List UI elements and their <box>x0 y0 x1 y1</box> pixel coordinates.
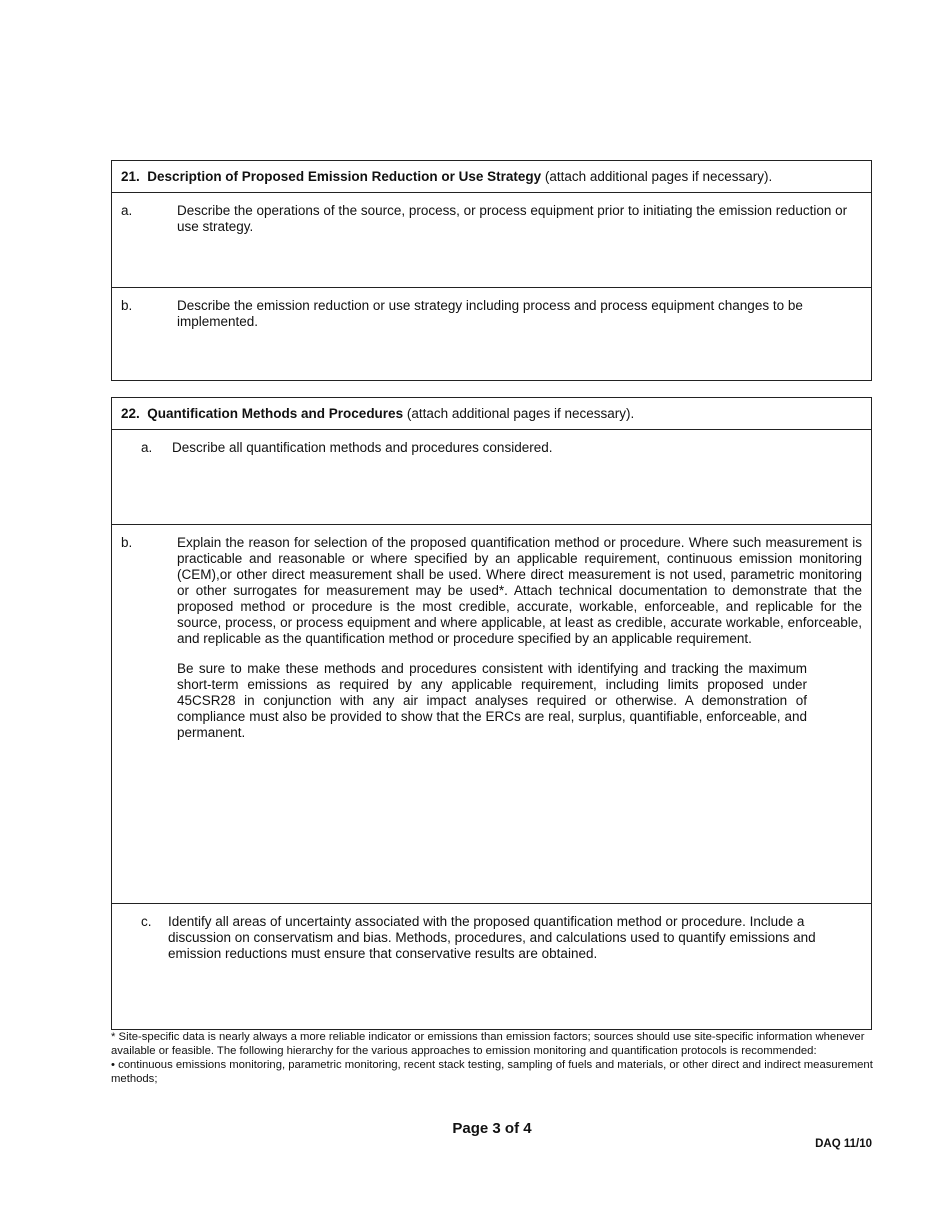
section-21-item-a[interactable] <box>112 193 871 287</box>
section-22-note: (attach additional pages if necessary). <box>406 406 635 421</box>
item-label: a. <box>121 203 133 218</box>
page-number: Page 3 of 4 <box>452 1120 532 1137</box>
form-code: DAQ 11/10 <box>815 1138 872 1150</box>
footnote-site-specific: * Site-specific data is nearly always a more reliable indicator or emissions than emission factors; sources should use site-specific information whenever available or feasible. The following hierarchy for the various approaches to emission monitoring and quantification protocols is recommended: <box>111 1031 865 1057</box>
item-instruction: Describe the operations of the source, process, or process equipment prior to initiating the emission reduction or use strategy. <box>177 203 848 234</box>
item-instruction: Describe all quantification methods and procedures considered. <box>172 440 553 455</box>
section-22-number: 22. <box>121 406 140 421</box>
section-21-number: 21. <box>121 169 140 184</box>
section-21-box <box>111 160 872 381</box>
footnotes <box>111 1030 873 1086</box>
section-22-box <box>111 397 872 1030</box>
section-21-item-b[interactable] <box>112 287 871 381</box>
item-instruction: Describe the emission reduction or use strategy including process and process equipment changes to be implemented. <box>177 298 803 329</box>
item-label: c. <box>141 914 152 929</box>
section-22-item-b[interactable] <box>112 524 871 903</box>
item-label: b. <box>121 298 133 313</box>
section-21-note: (attach additional pages if necessary). <box>544 169 773 184</box>
section-22-header <box>112 398 871 430</box>
section-21-header <box>112 161 871 193</box>
section-22-item-c[interactable] <box>112 903 871 1029</box>
section-22-item-a[interactable] <box>112 430 871 524</box>
item-instruction-paragraph-1: Explain the reason for selection of the proposed quantification method or procedure. Where such measurement is practicable and reasonable or where specified by an applicable requirement, continuous emission monitoring (CEM),or other direct measurement shall be used. Where direct measurement is not used, parametric monitoring or other surrogates for measurement may be used*. Attach technical documentation to demonstrate that the proposed method or procedure is the most credible, accurate, workable, enforceable, and replicable for the source, process, or process equipment and where applicable, at least as credible, accurate workable, enforceable, and replicable as the quantification method or procedure specified by an applicable requirement. <box>177 535 862 646</box>
item-instruction-paragraph-2: Be sure to make these methods and procedures consistent with identifying and tracking the maximum short-term emissions as required by any applicable requirement, including limits proposed under 45CSR28 in conjunction with any air impact analyses required or otherwise. A demonstration of compliance must also be provided to show that the ERCs are real, surplus, quantifiable, enforceable, and permanent. <box>177 661 807 740</box>
item-instruction: Identify all areas of uncertainty associated with the proposed quantification method or procedure. Include a discussion on conservatism and bias. Methods, procedures, and calculations used to quantify emissions and emission reductions must ensure that conservative results are obtained. <box>168 914 816 961</box>
section-22-title: Quantification Methods and Procedures <box>147 406 404 421</box>
footnote-hierarchy-item: • continuous emissions monitoring, parametric monitoring, recent stack testing, sampling of fuels and materials, or other direct and indirect measurement methods; <box>111 1059 873 1085</box>
item-label: b. <box>121 535 133 550</box>
section-21-title: Description of Proposed Emission Reduction or Use Strategy <box>147 169 542 184</box>
item-label: a. <box>141 440 153 455</box>
